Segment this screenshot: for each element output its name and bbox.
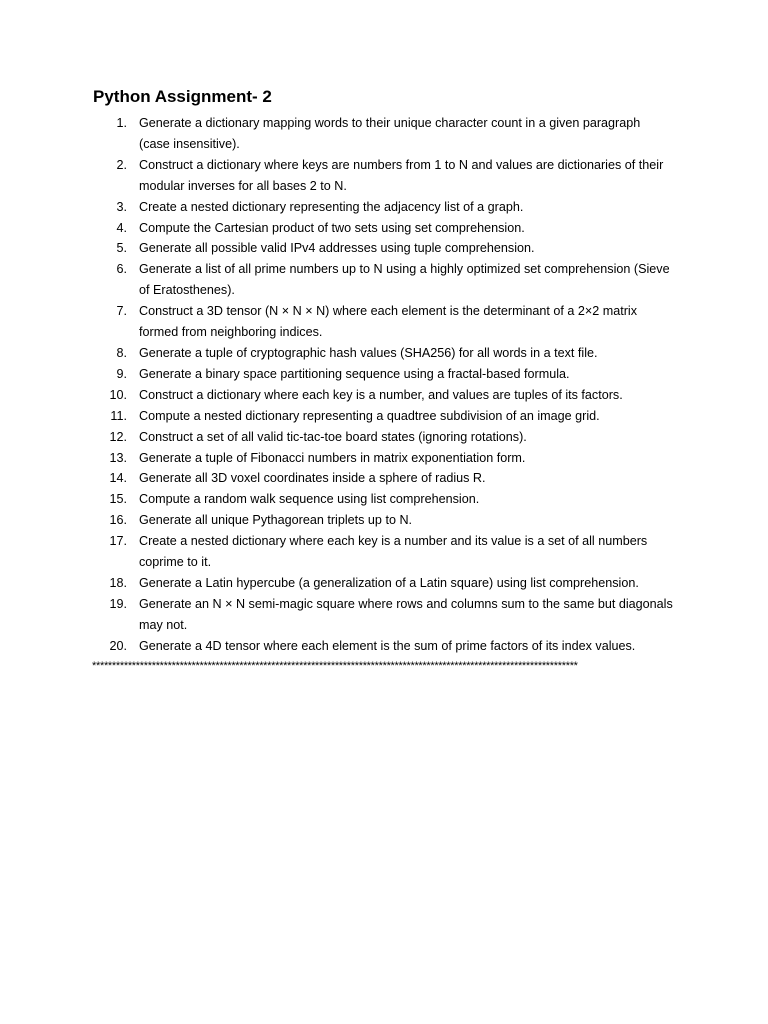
item-number: 7. xyxy=(116,304,127,319)
item-number: 17. xyxy=(109,534,127,549)
item-text: Generate a tuple of cryptographic hash values (SHA256) for all words in a text file. xyxy=(139,345,598,360)
item-text: Generate an N × N semi-magic square where rows and columns sum to the same but diagonals may not. xyxy=(139,596,673,632)
list-item xyxy=(93,489,673,510)
item-text: Generate a dictionary mapping words to their unique character count in a given paragraph (case insensitive). xyxy=(139,116,641,151)
item-number: 20. xyxy=(109,638,127,653)
item-number: 19. xyxy=(109,596,127,611)
item-text: Compute the Cartesian product of two sets using set comprehension. xyxy=(139,220,525,235)
item-number: 2. xyxy=(116,157,127,172)
item-text: Generate a tuple of Fibonacci numbers in matrix exponentiation form. xyxy=(139,450,526,465)
list-item xyxy=(93,364,673,385)
list-item xyxy=(93,301,673,343)
item-number: 8. xyxy=(116,345,127,360)
item-text: Compute a random walk sequence using list comprehension. xyxy=(139,492,480,507)
list-item xyxy=(93,427,673,448)
item-text: Construct a dictionary where each key is a number, and values are tuples of its factors. xyxy=(139,387,623,402)
list-item xyxy=(93,448,673,469)
item-number: 16. xyxy=(109,513,127,528)
list-item xyxy=(93,238,673,259)
item-number: 6. xyxy=(116,262,127,277)
asterisk-separator: ************************************************************************************************************************** xyxy=(92,660,578,672)
item-text: Compute a nested dictionary representing a quadtree subdivision of an image grid. xyxy=(139,408,600,423)
item-number: 11. xyxy=(110,408,127,423)
item-text: Generate a Latin hypercube (a generalization of a Latin square) using list comprehension. xyxy=(139,575,639,590)
list-item xyxy=(93,531,673,573)
item-number: 13. xyxy=(109,450,127,465)
item-number: 3. xyxy=(116,199,127,214)
list-item xyxy=(93,510,673,531)
item-text: Construct a dictionary where keys are numbers from 1 to N and values are dictionaries of their modular inverses for all bases 2 to N. xyxy=(139,157,664,193)
item-number: 4. xyxy=(116,220,127,235)
item-number: 9. xyxy=(116,366,127,381)
item-text: Construct a 3D tensor (N × N × N) where each element is the determinant of a 2×2 matrix formed from neighboring indices. xyxy=(139,304,638,340)
item-text: Generate all 3D voxel coordinates inside a sphere of radius R. xyxy=(139,471,486,486)
item-number: 18. xyxy=(109,575,127,590)
list-item xyxy=(93,594,673,636)
item-text: Generate a binary space partitioning sequence using a fractal-based formula. xyxy=(139,366,570,381)
list-item xyxy=(93,113,673,155)
list-item xyxy=(93,343,673,364)
item-text: Create a nested dictionary where each key is a number and its value is a set of all numbers coprime to it. xyxy=(139,534,648,570)
list-item xyxy=(93,155,673,197)
item-text: Create a nested dictionary representing the adjacency list of a graph. xyxy=(139,199,524,214)
assignment-list xyxy=(93,113,673,657)
item-text: Generate a 4D tensor where each element is the sum of prime factors of its index values. xyxy=(139,638,636,653)
item-number: 5. xyxy=(116,241,127,256)
item-text: Construct a set of all valid tic-tac-toe board states (ignoring rotations). xyxy=(139,429,527,444)
list-item xyxy=(93,197,673,218)
list-item xyxy=(93,468,673,489)
item-number: 10. xyxy=(109,387,127,402)
list-item xyxy=(93,385,673,406)
list-item xyxy=(93,573,673,594)
list-item xyxy=(93,636,673,657)
item-number: 1. xyxy=(116,116,127,130)
item-number: 14. xyxy=(109,471,127,486)
item-number: 15. xyxy=(109,492,127,507)
item-number: 12. xyxy=(109,429,127,444)
list-item xyxy=(93,406,673,427)
item-text: Generate all unique Pythagorean triplets up to N. xyxy=(139,513,413,528)
item-text: Generate all possible valid IPv4 addresses using tuple comprehension. xyxy=(139,241,535,256)
item-text: Generate a list of all prime numbers up to N using a highly optimized set comprehension (Sieve of Eratosthenes). xyxy=(139,262,670,298)
list-item xyxy=(93,259,673,301)
page-title: Python Assignment- 2 xyxy=(93,87,272,106)
list-item xyxy=(93,218,673,239)
